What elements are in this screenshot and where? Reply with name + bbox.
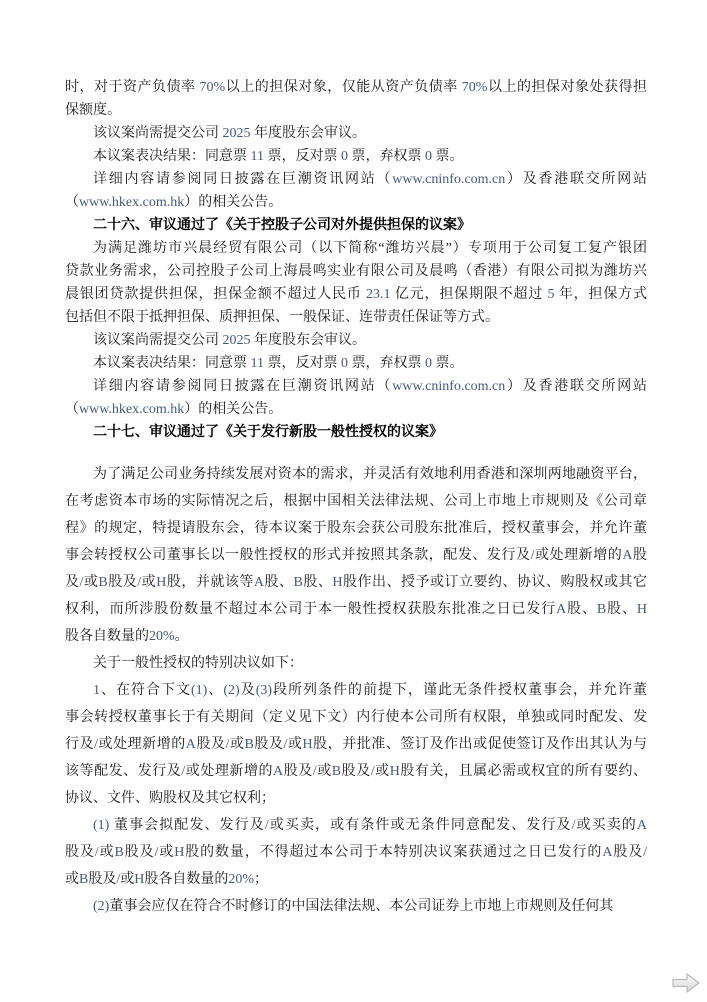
latin-text: 5 [547, 287, 555, 302]
latin-text: H [389, 764, 400, 779]
latin-text: www.cninfo.com.cn [392, 379, 506, 394]
text-line: 协议、文件、购股权及其它权利； [65, 791, 275, 806]
text-line: 关于一般性授权的特别决议如下： [93, 656, 303, 671]
right-arrow-glyph [671, 971, 701, 995]
latin-text: 0 [424, 149, 432, 164]
latin-text: (2) [223, 683, 240, 698]
text-line: 保额度。 [65, 103, 121, 118]
latin-text: / [79, 575, 84, 590]
latin-text: / [571, 818, 576, 833]
latin-text: / [225, 737, 230, 752]
latin-text: www.hkex.com.hk [79, 195, 185, 210]
text-line: 详细内容请参阅同日披露在巨潮资讯网站（www.cninfo.com.cn）及香港联交所网站 [93, 172, 648, 187]
latin-text: 11 [250, 149, 264, 164]
text-line: 包括但不限于抵押担保、质押担保、一般保证、连带责任保证等方式。 [65, 310, 499, 325]
latin-text: B [244, 737, 254, 752]
latin-text: / [370, 764, 375, 779]
text-line: 程》的规定，特提请股东会，待本议案于股东会获公司股东批准后，授权董事会，并允许董 [65, 521, 647, 536]
latin-text: B [79, 872, 89, 887]
document-section [65, 76, 647, 444]
text-line: （www.hkex.com.hk）的相关公告。 [65, 195, 283, 210]
latin-text: www.hkex.com.hk [79, 402, 185, 417]
latin-text: H [302, 737, 313, 752]
latin-text: H [134, 872, 145, 887]
latin-text: (2) [93, 899, 110, 914]
latin-text: 0 [424, 356, 432, 371]
latin-text: H [156, 575, 167, 590]
text-line: (1) 董事会拟配发、发行及/或买卖，或有条件或无条件同意配发、发行及/或买卖的A [93, 818, 648, 833]
latin-text: B [331, 764, 342, 779]
latin-text: / [181, 764, 186, 779]
text-line: 本议案表决结果：同意票 11 票，反对票 0 票，弃权票 0 票。 [93, 149, 464, 164]
latin-text: B [98, 575, 108, 590]
text-line: 该议案尚需提交公司 2025 年度股东会审议。 [93, 126, 366, 141]
text-line: 该议案尚需提交公司 2025 年度股东会审议。 [93, 333, 366, 348]
text-line: 该等配发、发行及/或处理新增的A股及/或B股及/或H股有关，且属必需或权宜的所有要约、 [65, 764, 648, 779]
text-line: 时，对于资产负债率 70%以上的担保对象，仅能从资产负债率 70%以上的担保对象处获得担 [65, 80, 648, 95]
latin-text: / [643, 845, 648, 860]
latin-text: / [154, 845, 159, 860]
latin-text: B [114, 845, 124, 860]
latin-text: B [596, 602, 607, 617]
latin-text: 0 [340, 356, 348, 371]
text-line: 事会转授权董事长于有关期间（定义见下文）内行使本公司所有权限，单独或同时配发、发 [65, 710, 647, 725]
latin-text: / [137, 575, 142, 590]
text-line: 为满足潍坊市兴晨经贸有限公司（以下简称“潍坊兴晨”）专项用于公司复工复产银团 [93, 241, 647, 256]
latin-text: / [94, 737, 98, 752]
latin-text: A [556, 602, 567, 617]
latin-text: A [253, 575, 264, 590]
text-line: 股各自数量的20%。 [65, 629, 189, 644]
latin-text: (1) [191, 683, 208, 698]
text-line: 行及/或处理新增的A股及/或B股及/或H股，并批准、签订及作出或促使签订及作出其认为与 [65, 737, 648, 752]
text-line: 权利，而所涉股份数量不超过本公司于本一般性授权获股东批准之日已发行A股、B股、H [65, 602, 648, 617]
text-line: 贷款业务需求，公司控股子公司上海晨鸣实业有限公司及晨鸣（香港）有限公司拟为潍坊兴 [65, 264, 647, 279]
text-line: 1、在符合下文(1)、(2)及(3)段所列条件的前提下，谨此无条件授权董事会，并允许董 [93, 683, 648, 698]
document-page-body [65, 76, 647, 920]
latin-text: / [530, 548, 535, 563]
latin-text: 2025 [222, 126, 251, 141]
next-page-arrow-icon[interactable] [671, 971, 701, 995]
latin-text: (3) [255, 683, 273, 698]
text-line: 详细内容请参阅同日披露在巨潮资讯网站（www.cninfo.com.cn）及香港联交所网站 [93, 379, 648, 394]
latin-text: / [94, 845, 99, 860]
latin-text: / [283, 737, 288, 752]
latin-text: 2025 [222, 333, 251, 348]
latin-text: / [264, 818, 269, 833]
section-heading: 二十六、审议通过了《关于控股子公司对外提供担保的议案》 [93, 218, 471, 233]
latin-text: A [636, 818, 648, 833]
text-line: 本议案表决结果：同意票 11 票，反对票 0 票，弃权票 0 票。 [93, 356, 464, 371]
latin-text: 70% [199, 80, 226, 95]
latin-text: 11 [250, 356, 264, 371]
latin-text: A [602, 845, 613, 860]
text-line: （www.hkex.com.hk）的相关公告。 [65, 402, 283, 417]
text-line: 股及/或B股及/或H股的数量，不得超过本公司于本特别决议案获通过之日已发行的A股及/ [65, 845, 648, 860]
latin-text: B [293, 575, 303, 590]
text-line: 为了满足公司业务持续发展对资本的需求，并灵活有效地利用香港和深圳两地融资平台， [93, 467, 647, 482]
text-line: 及/或B股及/或H股，并就该等A股、B股、H股作出、授予或订立要约、协议、购股权或其它 [65, 575, 648, 590]
latin-text: 1 [93, 683, 100, 698]
latin-text: H [332, 575, 343, 590]
latin-text: A [185, 737, 196, 752]
latin-text: H [636, 602, 648, 617]
latin-text: A [273, 764, 284, 779]
latin-text: 70% [461, 80, 488, 95]
latin-text: H [174, 845, 185, 860]
text-line: 晨银团贷款提供担保，担保金额不超过人民币 23.1 亿元，担保期限不超过 5 年，担保方式 [65, 287, 647, 302]
section-heading: 二十七、审议通过了《关于发行新股一般性授权的议案》 [93, 425, 443, 440]
text-line: 在考虑资本市场的实际情况之后，根据中国相关法律法规、公司上市地上市规则及《公司章 [65, 494, 647, 509]
text-line: (2)董事会应仅在符合不时修订的中国法律法规、本公司证券上市地上市规则及任何其 [93, 899, 614, 914]
latin-text: (1) [93, 818, 110, 833]
latin-text: 20% [228, 872, 255, 887]
text-line: 或B股及/或H股各自数量的20%； [65, 872, 269, 887]
latin-text: A [622, 548, 633, 563]
latin-text: www.cninfo.com.cn [392, 172, 506, 187]
latin-text: / [312, 764, 317, 779]
text-line: 事会转授权公司董事长以一般性授权的形式并按照其条款，配发、发行及/或处理新增的A股 [65, 548, 648, 563]
latin-text: 0 [340, 149, 348, 164]
latin-text: 20% [149, 629, 175, 644]
document-section [65, 461, 647, 920]
latin-text: 23.1 [366, 287, 391, 302]
latin-text: / [116, 872, 121, 887]
